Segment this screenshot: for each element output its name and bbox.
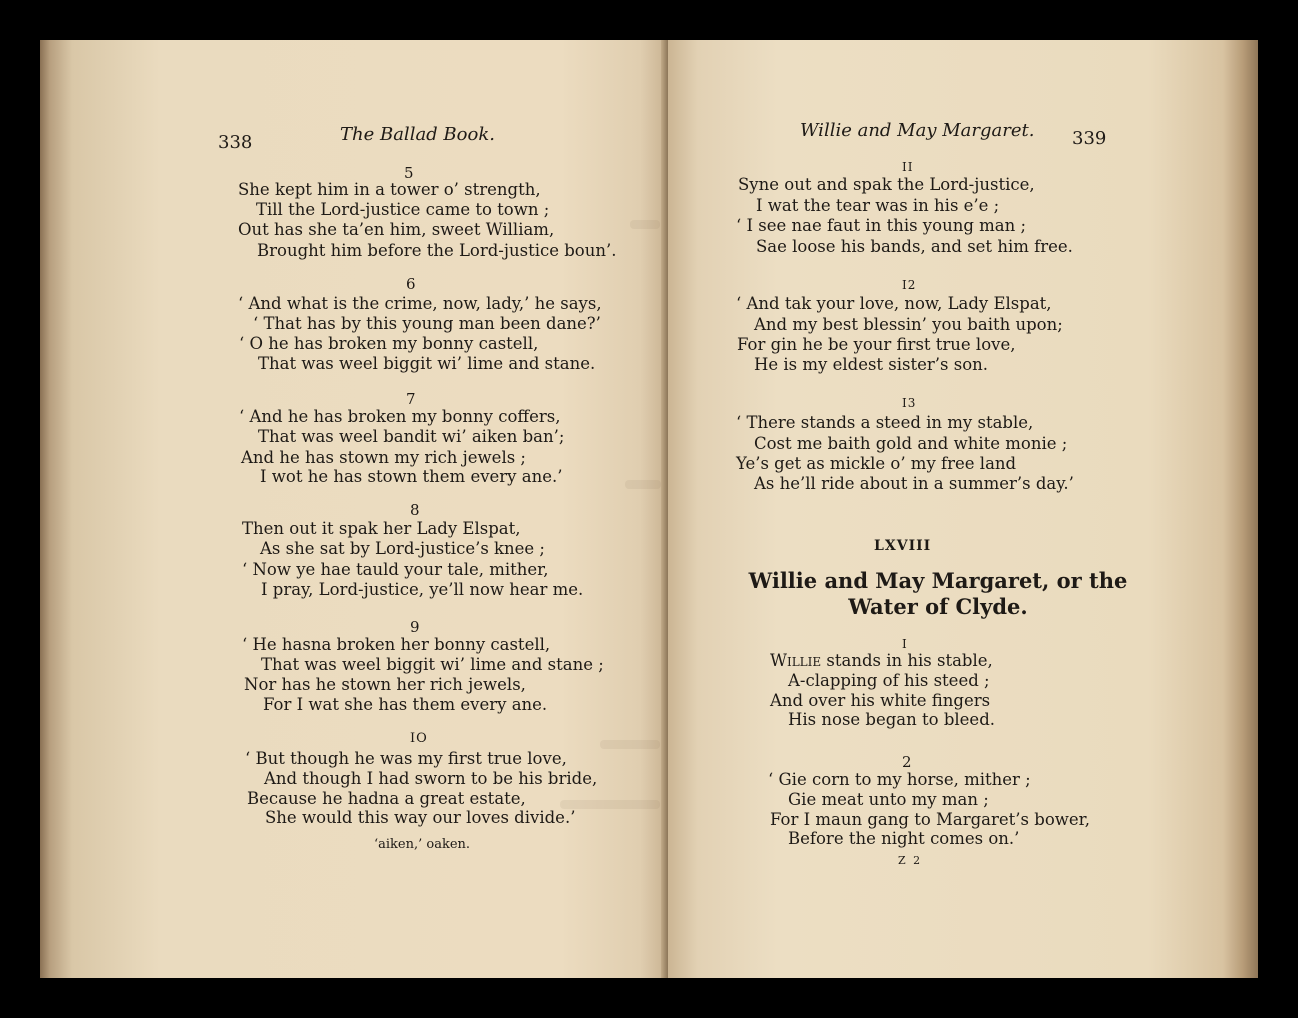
stanza-number: 9 bbox=[410, 618, 420, 636]
left-page bbox=[40, 40, 668, 978]
verse-line: A-clapping of his steed ; bbox=[788, 671, 990, 690]
verse-line: ‘ He hasna broken her bonny castell, bbox=[242, 635, 551, 654]
stanza-number: I bbox=[902, 637, 907, 651]
verse-line: As she sat by Lord-justice’s knee ; bbox=[260, 539, 545, 558]
verse-line: Nor has he stown her rich jewels, bbox=[244, 675, 526, 694]
stanza-number: I2 bbox=[902, 278, 917, 292]
page-number: 338 bbox=[218, 132, 253, 153]
verse-line: For I wat she has them every ane. bbox=[263, 695, 548, 714]
verse-line: I wat the tear was in his e’e ; bbox=[756, 196, 1000, 215]
verse-line: Out has she ta’en him, sweet William, bbox=[238, 220, 555, 239]
stanza-number: 8 bbox=[410, 501, 420, 519]
verse-line: And he has stown my rich jewels ; bbox=[241, 448, 526, 467]
running-header: The Ballad Book. bbox=[340, 124, 495, 145]
ballad-number: LXVIII bbox=[874, 538, 932, 554]
ballad-title-line-2: Water of Clyde. bbox=[848, 594, 1028, 619]
printer-signature: Z 2 bbox=[898, 854, 923, 867]
stanza-number: 5 bbox=[404, 164, 414, 182]
verse-line: ‘ But though he was my first true love, bbox=[245, 749, 567, 768]
opening-word: Willie bbox=[770, 651, 822, 670]
stanza-number: II bbox=[902, 160, 914, 174]
verse-line: And over his white fingers bbox=[770, 691, 991, 710]
running-header: Willie and May Margaret. bbox=[800, 120, 1035, 141]
stanza-number: I3 bbox=[902, 396, 917, 410]
ballad-title-line-1: Willie and May Margaret, or the bbox=[748, 568, 1128, 593]
verse-line: I pray, Lord-justice, ye’ll now hear me. bbox=[261, 580, 584, 599]
verse-line: That was weel biggit wi’ lime and stane. bbox=[258, 354, 596, 373]
verse-line: ‘ I see nae faut in this young man ; bbox=[736, 216, 1027, 235]
right-page bbox=[668, 40, 1258, 978]
verse-line: His nose began to bleed. bbox=[788, 710, 995, 729]
verse-line: Brought him before the Lord-justice boun’. bbox=[257, 241, 617, 260]
verse-line: ‘ That has by this young man been dane?’ bbox=[253, 314, 601, 333]
verse-line: ‘ And tak your love, now, Lady Elspat, bbox=[736, 294, 1052, 313]
verse-line: He is my eldest sister’s son. bbox=[754, 355, 989, 374]
verse-line: And though I had sworn to be his bride, bbox=[264, 769, 598, 788]
verse-line: ‘ And he has broken my bonny coffers, bbox=[239, 407, 561, 426]
stanza-number: IO bbox=[410, 731, 428, 746]
verse-line: She kept him in a tower o’ strength, bbox=[238, 180, 541, 199]
verse-line: Syne out and spak the Lord-justice, bbox=[738, 175, 1035, 194]
verse-line-rest: stands in his stable, bbox=[821, 651, 993, 670]
verse-line: ‘ And what is the crime, now, lady,’ he says, bbox=[238, 294, 602, 313]
verse-line: Cost me baith gold and white monie ; bbox=[754, 434, 1068, 453]
verse-line: That was weel bandit wi’ aiken ban’; bbox=[258, 427, 565, 446]
verse-line: For I maun gang to Margaret’s bower, bbox=[770, 810, 1090, 829]
verse-line: Ye’s get as mickle o’ my free land bbox=[736, 454, 1017, 473]
verse-line: ‘ O he has broken my bonny castell, bbox=[239, 334, 539, 353]
verse-line: Gie meat unto my man ; bbox=[788, 790, 989, 809]
verse-line: ‘ Now ye hae tauld your tale, mither, bbox=[242, 560, 549, 579]
verse-line: Till the Lord-justice came to town ; bbox=[256, 200, 550, 219]
verse-line: For gin he be your first true love, bbox=[737, 335, 1016, 354]
verse-line: She would this way our loves divide.’ bbox=[265, 808, 576, 827]
verse-line: Sae loose his bands, and set him free. bbox=[756, 237, 1073, 256]
verse-line: I wot he has stown them every ane.’ bbox=[260, 467, 563, 486]
verse-line: ‘ There stands a steed in my stable, bbox=[736, 413, 1034, 432]
verse-line: Before the night comes on.’ bbox=[788, 829, 1020, 848]
verse-line: That was weel biggit wi’ lime and stane ; bbox=[261, 655, 604, 674]
verse-line: As he’ll ride about in a summer’s day.’ bbox=[754, 474, 1074, 493]
stanza-number: 7 bbox=[406, 390, 416, 408]
footnote: ‘aiken,’ oaken. bbox=[374, 837, 471, 852]
verse-line: Because he hadna a great estate, bbox=[247, 789, 526, 808]
verse-line: Then out it spak her Lady Elspat, bbox=[242, 519, 521, 538]
verse-line bbox=[770, 653, 993, 670]
stanza-number: 6 bbox=[406, 275, 416, 293]
page-number: 339 bbox=[1072, 128, 1107, 149]
verse-line: ‘ Gie corn to my horse, mither ; bbox=[768, 770, 1031, 789]
stanza-number: 2 bbox=[902, 753, 912, 771]
open-book bbox=[40, 40, 1258, 978]
verse-line: And my best blessin’ you baith upon; bbox=[754, 315, 1063, 334]
